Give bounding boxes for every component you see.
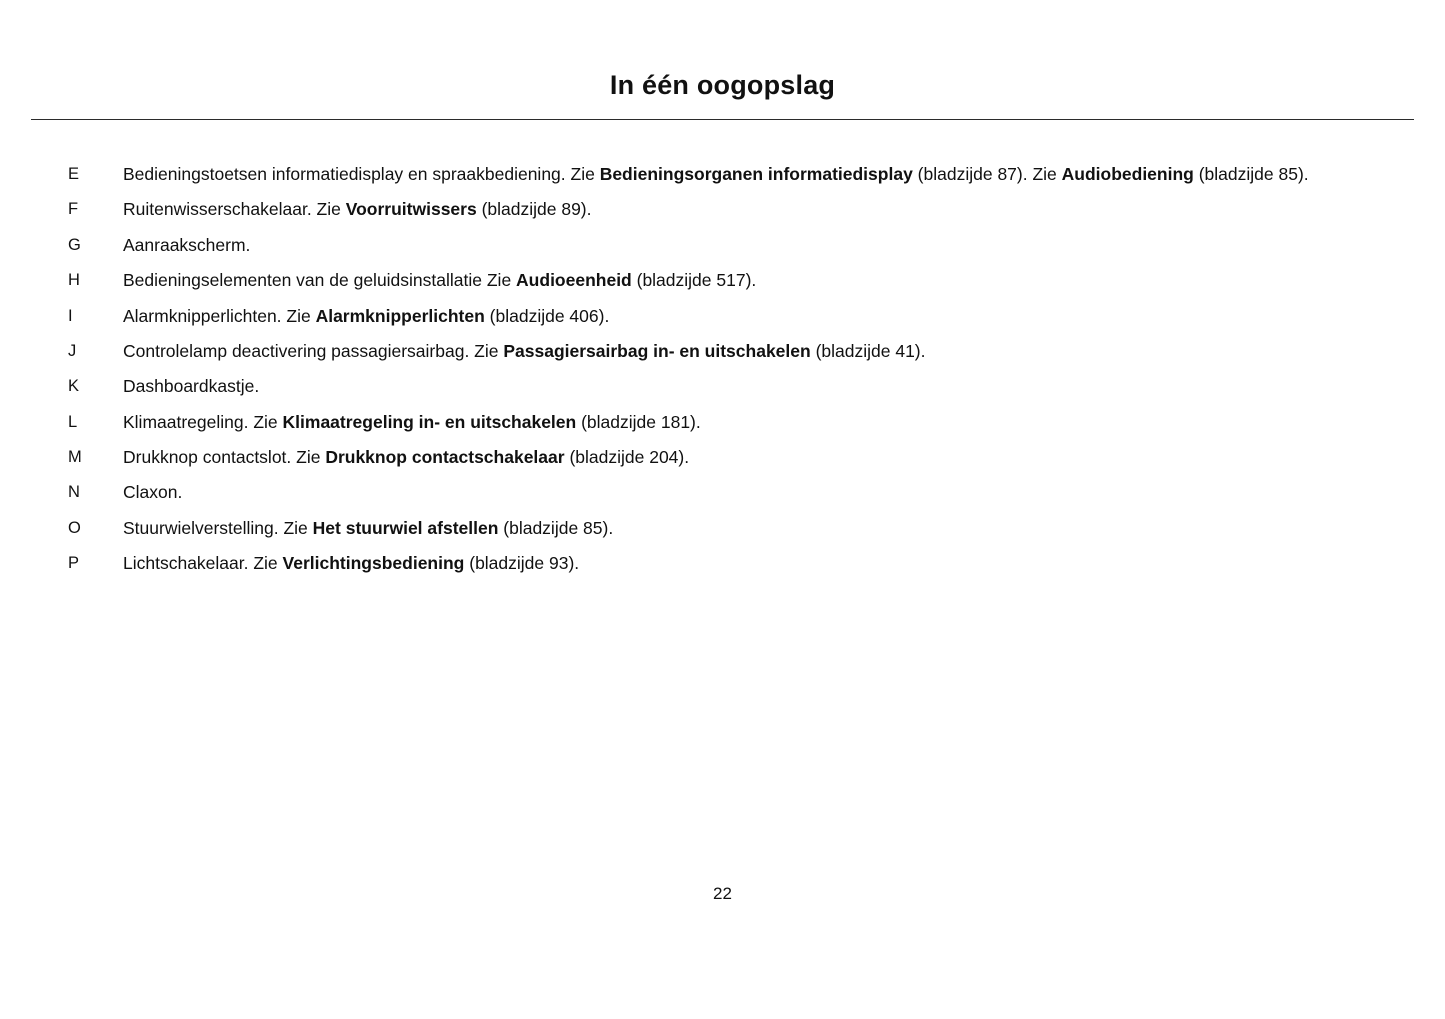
list-item-text-fragment: Alarmknipperlichten. Zie xyxy=(123,305,316,326)
list-item-text xyxy=(123,480,1313,505)
list-item xyxy=(68,304,1385,329)
list-item-text-fragment: Bedieningstoetsen informatiedisplay en spraakbediening. Zie xyxy=(123,164,600,184)
cross-reference-label: Verlichtingsbediening xyxy=(282,553,465,574)
list-item-text-fragment: (bladzijde 406). xyxy=(484,305,610,326)
cross-reference-label: Audioeenheid xyxy=(516,270,632,291)
list-item-text-fragment: (bladzijde 181). xyxy=(576,411,701,432)
list-item-text-fragment: (bladzijde 85). xyxy=(498,517,614,538)
list-item xyxy=(68,410,1385,435)
list-item-letter: N xyxy=(68,483,80,502)
cross-reference-label: Het stuurwiel afstellen xyxy=(312,517,499,538)
legend-list xyxy=(0,162,1445,577)
list-item-text xyxy=(123,162,1313,187)
cross-reference-label: Klimaatregeling in- en uitschakelen xyxy=(282,411,577,432)
list-item-text xyxy=(123,551,1313,576)
list-item-letter: H xyxy=(68,271,80,290)
list-item xyxy=(68,516,1385,541)
cross-reference-label: Voorruitwissers xyxy=(345,199,477,220)
cross-reference-label: Passagiersairbag in- en uitschakelen xyxy=(503,340,811,361)
list-item-text-fragment: Claxon. xyxy=(123,482,183,503)
list-item xyxy=(68,162,1385,187)
header-divider xyxy=(31,119,1414,120)
list-item-letter: J xyxy=(68,341,77,360)
cross-reference-label: Drukknop contactschakelaar xyxy=(325,447,565,467)
list-item xyxy=(68,268,1385,293)
list-item-text-fragment: (bladzijde 93). xyxy=(464,553,580,574)
list-item xyxy=(68,551,1385,576)
list-item-text-fragment: (bladzijde 204). xyxy=(564,447,690,467)
list-item-letter: O xyxy=(68,518,81,537)
list-item-text xyxy=(123,410,1313,435)
list-item-text xyxy=(123,445,1313,470)
list-item xyxy=(68,480,1385,505)
list-item xyxy=(68,197,1385,222)
list-item-text-fragment: Dashboardkastje. xyxy=(123,376,260,397)
list-item-text-fragment: (bladzijde 89). xyxy=(476,199,592,220)
list-item-text-fragment: (bladzijde 41). xyxy=(810,340,926,361)
list-item-text xyxy=(123,268,1313,293)
list-item-text-fragment: Ruitenwisserschakelaar. Zie xyxy=(123,199,346,220)
list-item-letter: I xyxy=(68,306,73,325)
list-item-text-fragment: (bladzijde 85). xyxy=(1193,164,1309,184)
list-item-text xyxy=(123,233,1313,258)
list-item-letter: L xyxy=(68,412,78,431)
cross-reference-label: Bedieningsorganen informatiedisplay xyxy=(599,164,913,184)
list-item-letter: P xyxy=(68,554,80,573)
list-item-text xyxy=(123,339,1313,364)
list-item-text-fragment: Aanraakscherm. xyxy=(123,234,251,255)
list-item-text xyxy=(123,304,1313,329)
list-item-text xyxy=(123,374,1313,399)
cross-reference-label: Audiobediening xyxy=(1061,164,1194,184)
list-item-text-fragment: Lichtschakelaar. Zie xyxy=(123,553,283,574)
list-item xyxy=(68,445,1385,470)
list-item xyxy=(68,339,1385,364)
list-item-text-fragment: Drukknop contactslot. Zie xyxy=(123,447,326,467)
list-item-text-fragment: (bladzijde 517). xyxy=(631,270,757,291)
list-item-text-fragment: Controlelamp deactivering passagiersairbag. Zie xyxy=(123,340,504,361)
list-item-text-fragment: Klimaatregeling. Zie xyxy=(123,411,283,432)
page-header xyxy=(0,0,1445,101)
cross-reference-label: Alarmknipperlichten xyxy=(315,305,485,326)
page-title: In één oogopslag xyxy=(609,70,836,100)
list-item-text xyxy=(123,197,1313,222)
list-item-letter: M xyxy=(68,448,82,466)
list-item-text xyxy=(123,516,1313,541)
list-item-text-fragment: (bladzijde 87). Zie xyxy=(912,164,1062,184)
list-item-letter: E xyxy=(68,165,80,183)
list-item-text-fragment: Stuurwielverstelling. Zie xyxy=(123,517,313,538)
list-item-text-fragment: Bedieningselementen van de geluidsinstallatie Zie xyxy=(123,270,517,291)
list-item-letter: F xyxy=(68,200,79,219)
list-item-letter: G xyxy=(68,235,81,254)
page-number: 22 xyxy=(713,884,732,903)
list-item xyxy=(68,233,1385,258)
list-item xyxy=(68,374,1385,399)
list-item-letter: K xyxy=(68,377,80,396)
